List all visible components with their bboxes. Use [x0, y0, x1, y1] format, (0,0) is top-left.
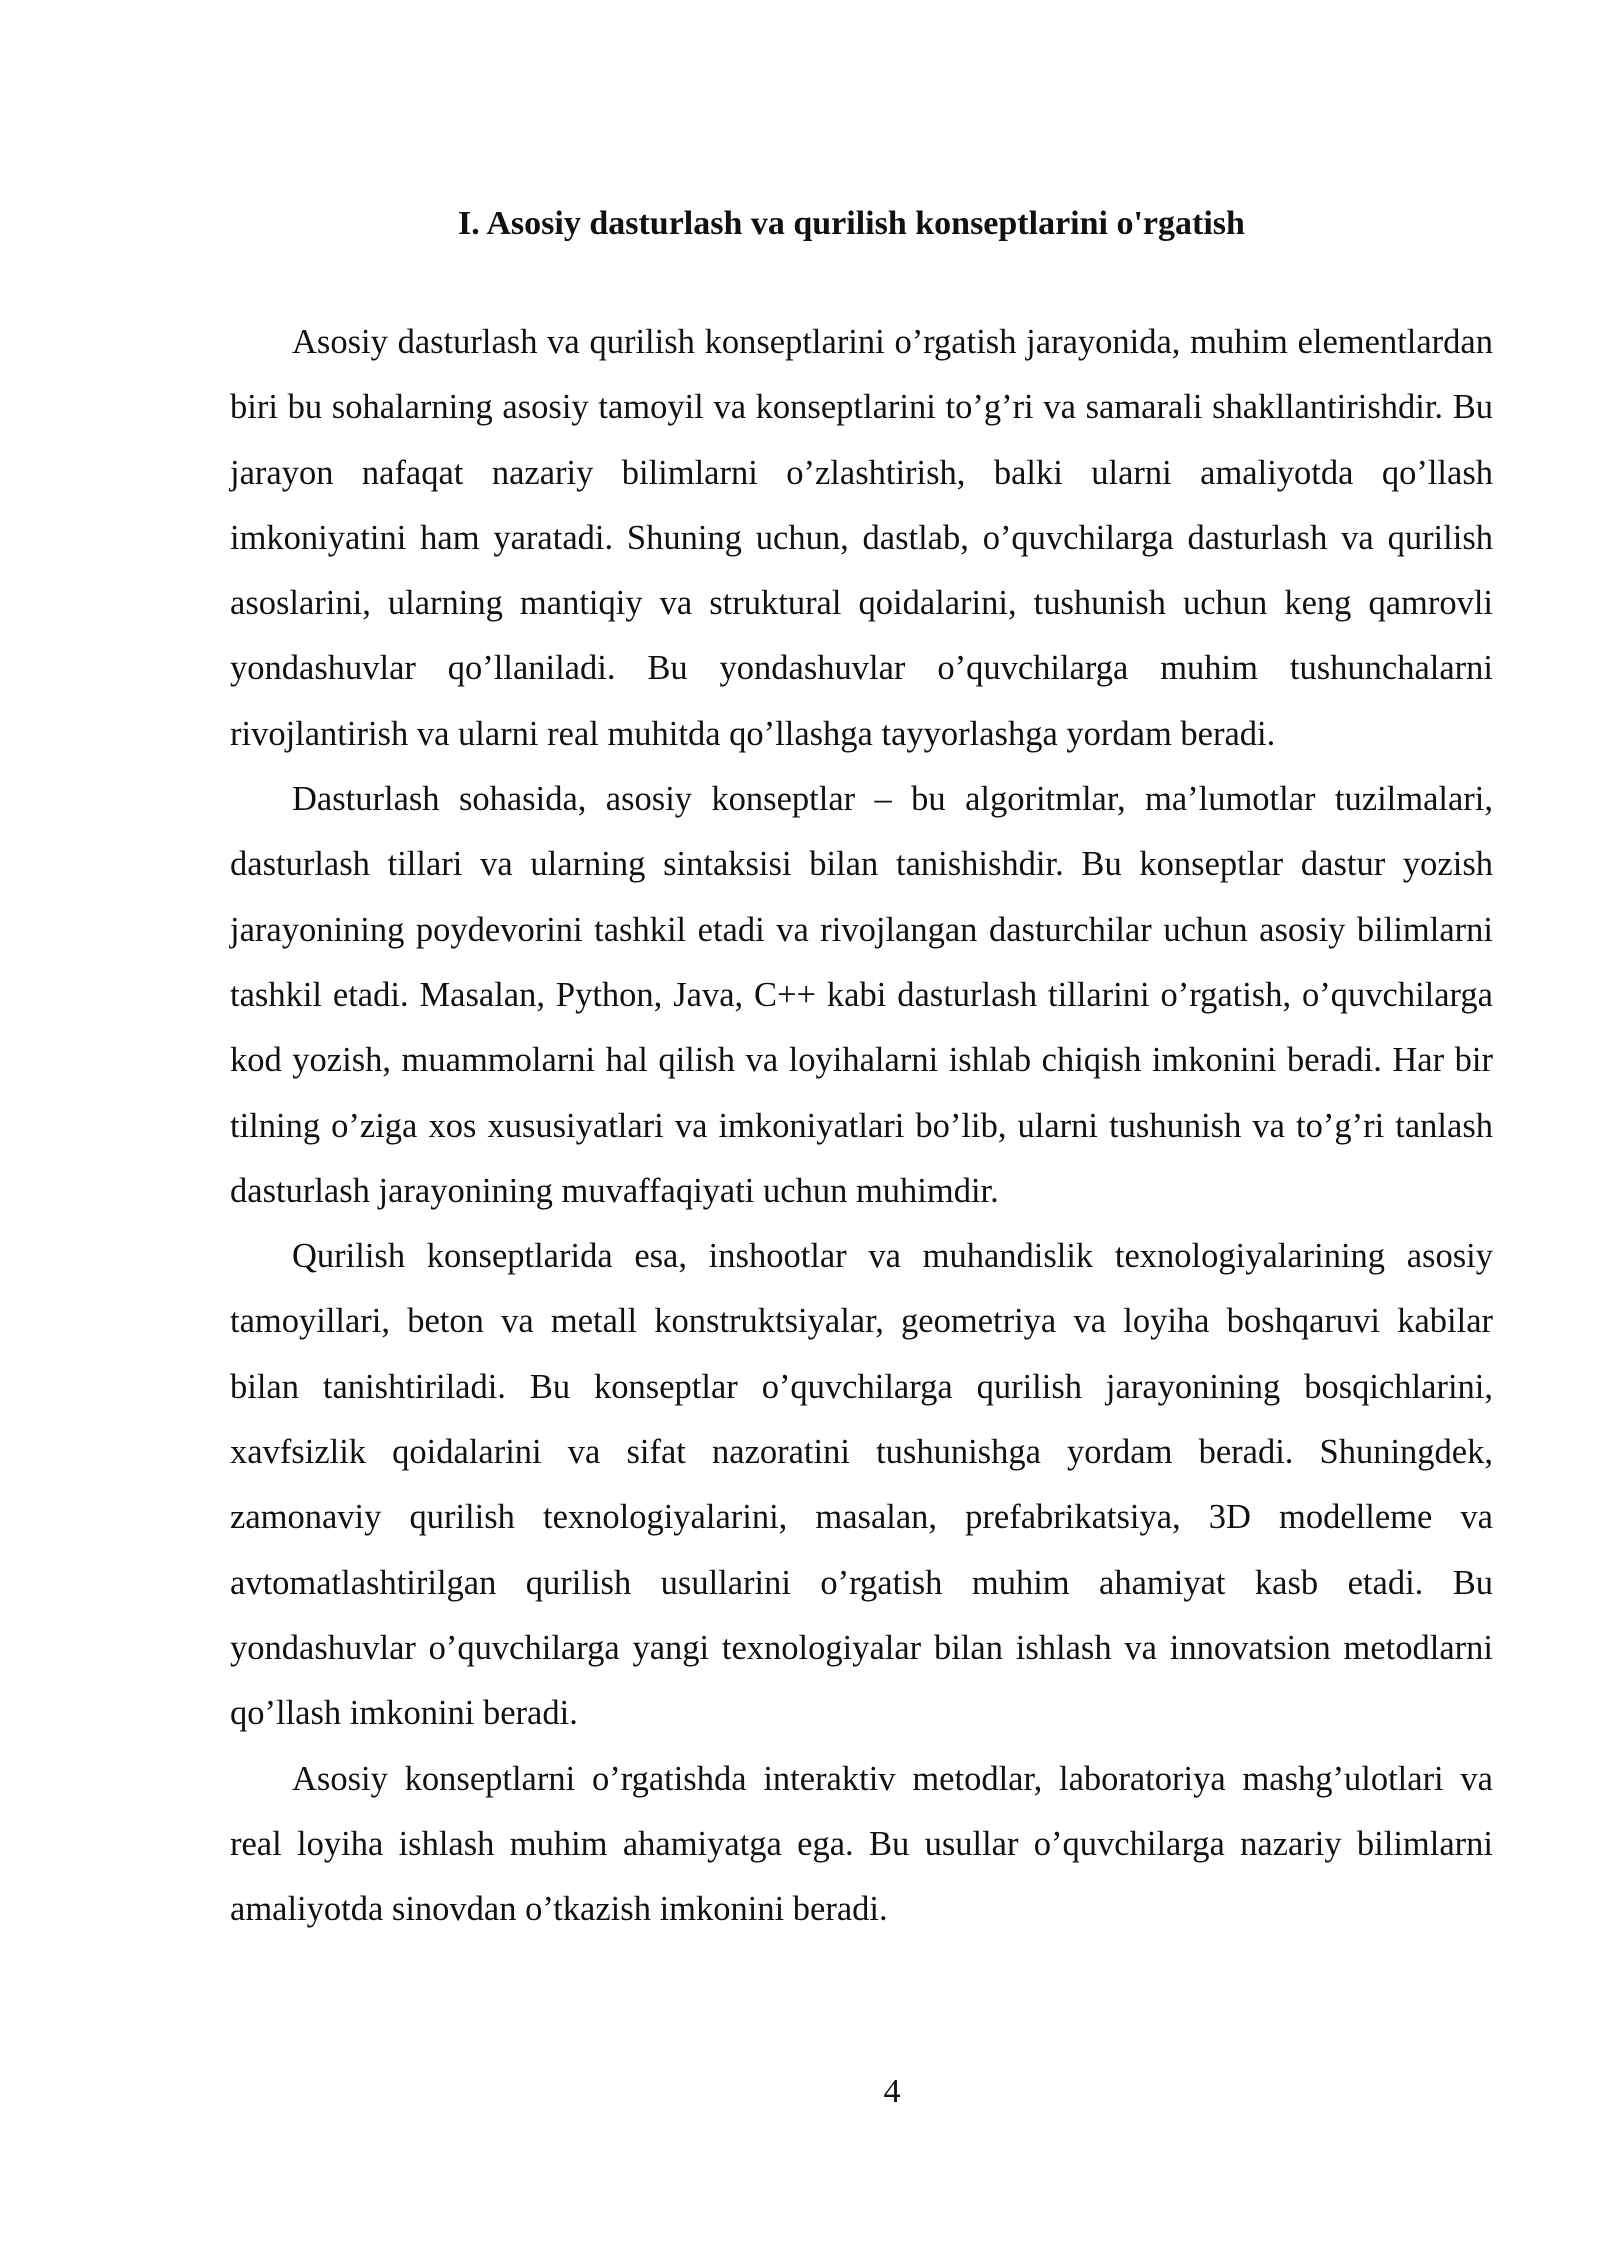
paragraph-2: Dasturlash sohasida, asosiy konseptlar – bu algoritmlar, ma’lumotlar tuzilmalari, dasturlash tillari va ularning sintaksisi bilan tanishishdir. Bu konseptlar dastur yozish jarayonining poydevorini tashkil etadi va rivojlangan dasturchilar uchun asosiy bilimlarni tashkil etadi. Masalan, Python, Java, C++ kabi dasturlash tillarini o’rgatish, o’quvchilarga kod yozish, muammolarni hal qilish va loyihalarni ishlab chiqish imkonini beradi. Har bir tilning o’ziga xos xususiyatlari va imkoniyatlari bo’lib, ularni tushunish va to’g’ri tanlash dasturlash jarayonining muvaffaqiyati uchun muhimdir. — [230, 780, 1493, 1210]
paragraph-1: Asosiy dasturlash va qurilish konseptlarini o’rgatish jarayonida, muhim elementlardan biri bu sohalarning asosiy tamoyil va konseptlarini to’g’ri va samarali shakllantirishdir. Bu jarayon nafaqat nazariy bilimlarni o’zlashtirish, balki ularni amaliyotda qo’llash imkoniyatini ham yaratadi. Shuning uchun, dastlab, o’quvchilarga dasturlash va qurilish asoslarini, ularning mantiqiy va struktural qoidalarini, tushunish uchun keng qamrovli yondashuvlar qo’llaniladi. Bu yondashuvlar o’quvchilarga muhim tushunchalarni rivojlantirish va ularni real muhitda qo’llashga tayyorlashga yordam beradi. — [230, 323, 1493, 753]
paragraph-4: Asosiy konseptlarni o’rgatishda interaktiv metodlar, laboratoriya mashg’ulotlari va real loyiha ishlash muhim ahamiyatga ega. Bu usullar o’quvchilarga nazariy bilimlarni amaliyotda sinovdan o’tkazish imkonini beradi. — [230, 1759, 1493, 1929]
paragraph-3: Qurilish konseptlarida esa, inshootlar va muhandislik texnologiyalarining asosiy tamoyillari, beton va metall konstruktsiyalar, geometriya va loyiha boshqaruvi kabilar bilan tanishtiriladi. Bu konseptlar o’quvchilarga qurilish jarayonining bosqichlarini, xavfsizlik qoidalarini va sifat nazoratini tushunishga yordam beradi. Shuningdek, zamonaviy qurilish texnologiyalarini, masalan, prefabrikatsiya, 3D modelleme va avtomatlashtirilgan qurilish usullarini o’rgatish muhim ahamiyat kasb etadi. Bu yondashuvlar o’quvchilarga yangi texnologiyalar bilan ishlash va innovatsion metodlarni qo’llash imkonini beradi. — [230, 1237, 1493, 1733]
section-heading: I. Asosiy dasturlash va qurilish konseptlarini o'rgatish — [458, 205, 1245, 242]
body-text — [230, 310, 1493, 1942]
page-number: 4 — [883, 2073, 901, 2110]
